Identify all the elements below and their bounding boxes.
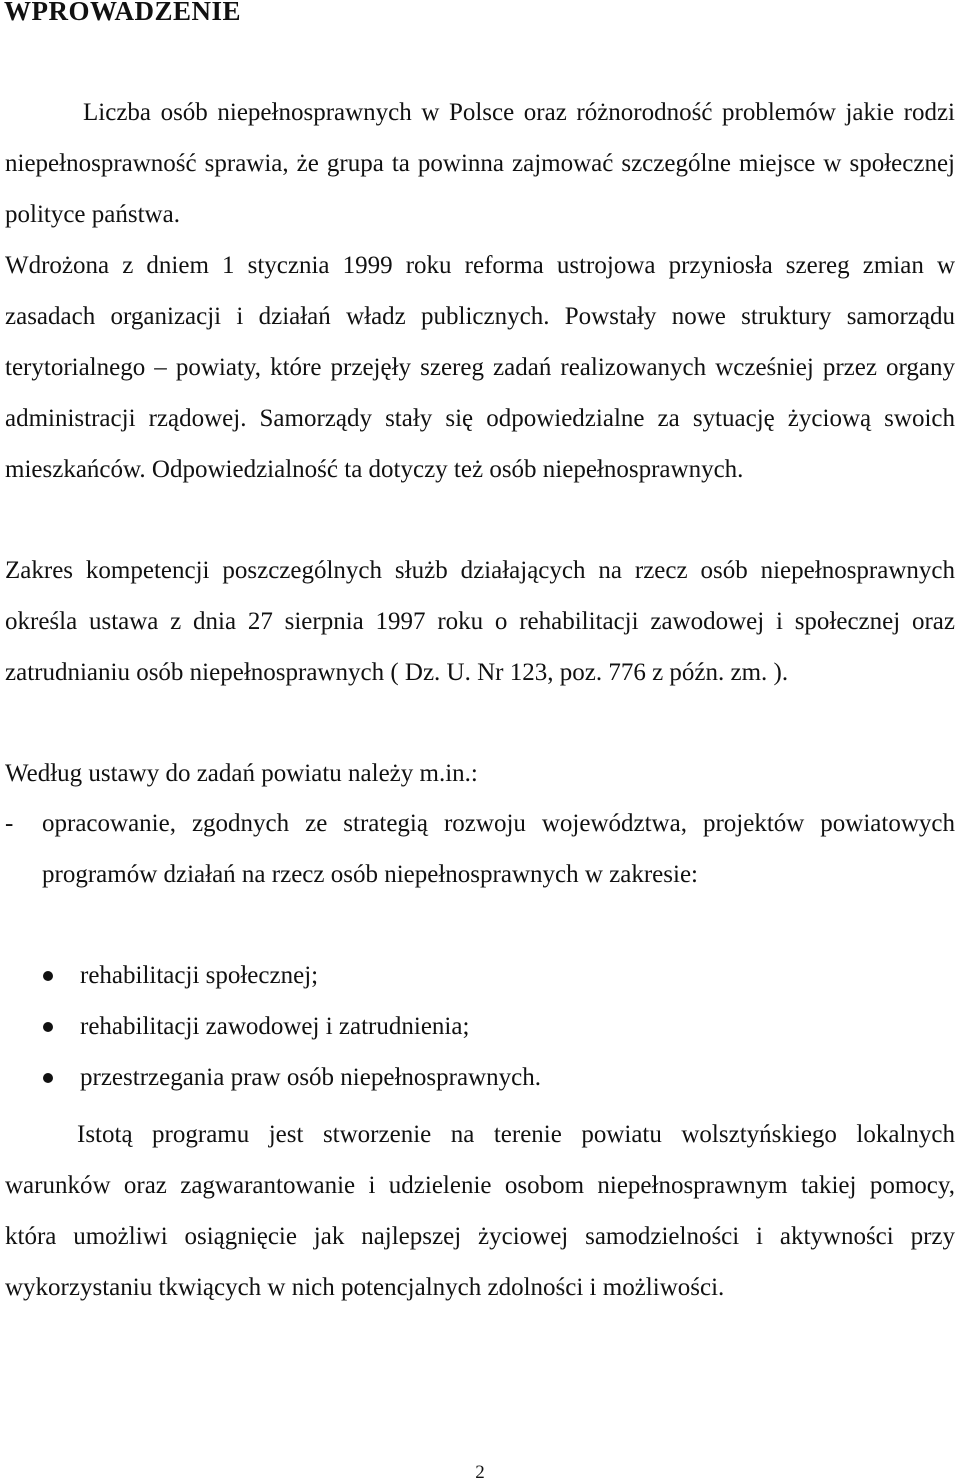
paragraph-reform: Wdrożona z dniem 1 stycznia 1999 roku reforma ustrojowa przyniosła szereg zmian w zasadach organizacji i działań władz publicznych. Powstały nowe struktury samorządu terytorialnego – powiaty, które przejęły szereg zadań realizowanych wcześniej przez organy administracji rządowej. Samorządy stały się odpowiedzialne za sytuację życiową swoich mieszkańców. Odpowiedzialność ta dotyczy też osób niepełnosprawnych. — [5, 252, 955, 483]
dash-item-text: opracowanie, zgodnych ze strategią rozwoju województwa, projektów powiatowych programów działań na rzecz osób niepełnosprawnych w zakresie: — [42, 810, 955, 888]
list-item — [0, 1001, 960, 1052]
bullet-text: rehabilitacji zawodowej i zatrudnienia; — [80, 1013, 470, 1040]
bullet-icon — [43, 971, 53, 981]
paragraph-intro: Liczba osób niepełnosprawnych w Polsce oraz różnorodność problemów jakie rodzi niepełnosprawność sprawia, że grupa ta powinna zajmować szczególne miejsce w społecznej polityce państwa. — [5, 99, 955, 228]
list-item — [0, 1052, 960, 1103]
dash-list-item — [5, 798, 955, 900]
paragraph-closing: Istotą programu jest stworzenie na terenie powiatu wolsztyńskiego lokalnych warunków oraz zagwarantowanie i udzielenie osobom niepełnosprawnym takiej pomocy, która umożliwi osiągnięcie jak najlepszej życiowej samodzielności i aktywności przy wykorzystaniu tkwiących w nich potencjalnych zdolności i możliwości. — [5, 1121, 955, 1301]
bullet-text: przestrzegania praw osób niepełnosprawnych. — [80, 1064, 541, 1091]
paragraph-tasks-intro: Według ustawy do zadań powiatu należy m.in.: — [5, 760, 478, 787]
list-item — [0, 950, 960, 1001]
page-number: 2 — [475, 1462, 485, 1483]
bullet-list — [0, 950, 960, 1103]
section-heading: WPROWADZENIE — [4, 0, 242, 26]
bullet-text: rehabilitacji społecznej; — [80, 962, 319, 989]
paragraph-competence: Zakres kompetencji poszczególnych służb działających na rzecz osób niepełnosprawnych określa ustawa z dnia 27 sierpnia 1997 roku o rehabilitacji zawodowej i społecznej oraz zatrudnianiu osób niepełnosprawnych ( Dz. U. Nr 123, poz. 776 z późn. zm. ). — [5, 557, 955, 686]
bullet-icon — [43, 1073, 53, 1083]
bullet-icon — [43, 1022, 53, 1032]
dash-marker: - — [5, 810, 14, 837]
